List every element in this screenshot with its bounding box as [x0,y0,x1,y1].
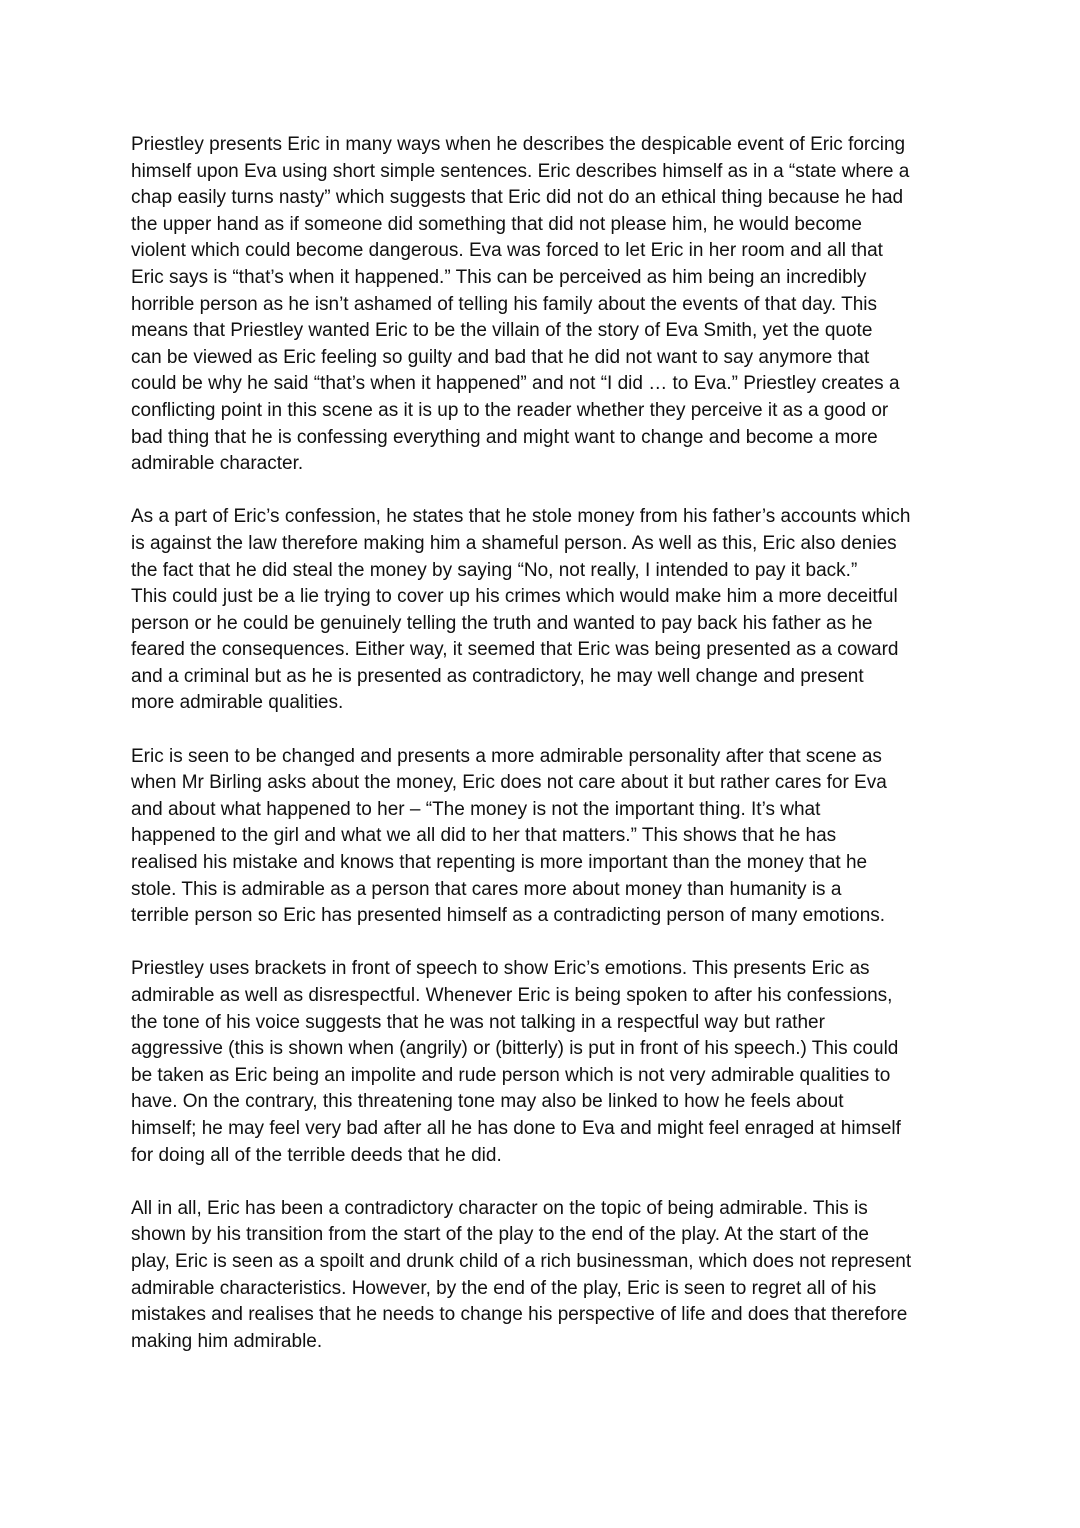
text-line: bad thing that he is confessing everything and might want to change and become a more [131,426,878,448]
text-line: happened to the girl and what we all did to her that matters.” This shows that he has [131,825,837,847]
text-line: is against the law therefore making him a shameful person. As well as this, Eric also denies [131,532,897,554]
text-line: admirable character. [131,453,304,475]
essay-page [131,132,961,1382]
text-line: the upper hand as if someone did something that did not please him, he would become [131,213,862,235]
paragraph-conclusion [131,1196,961,1356]
text-line: chap easily turns nasty” which suggests that Eric did not do an ethical thing because he had [131,187,904,209]
text-line: admirable as well as disrespectful. Whenever Eric is being spoken to after his confessions, [131,985,893,1006]
text-line: realised his mistake and knows that repenting is more important than the money that he [131,852,868,874]
paragraph-change [131,744,961,930]
text-line: stole. This is admirable as a person that cares more about money than humanity is a [131,878,842,900]
text-line: himself upon Eva using short simple sentences. Eric describes himself as in a “state where a [131,160,910,182]
text-line: himself; he may feel very bad after all he has done to Eva and might feel enraged at himself [131,1117,901,1139]
text-line: making him admirable. [131,1330,323,1352]
text-line: Priestley presents Eric in many ways when he describes the despicable event of Eric forcing [131,134,906,155]
text-line: violent which could become dangerous. Eva was forced to let Eric in her room and all that [131,240,883,262]
text-line: All in all, Eric has been a contradictory character on the topic of being admirable. This is [131,1197,868,1219]
paragraph-eva-incident [131,132,961,478]
text-line: shown by his transition from the start of the play to the end of the play. At the start of the [131,1224,869,1246]
text-line: As a part of Eric’s confession, he states that he stole money from his father’s accounts which [131,506,911,528]
text-line: the fact that he did steal the money by saying “No, not really, I intended to pay it back.” [131,559,858,581]
text-line: and about what happened to her – “The money is not the important thing. It’s what [131,798,821,820]
text-line: the tone of his voice suggests that he was not talking in a respectful way but rather [131,1011,825,1033]
text-line: play, Eric is seen as a spoilt and drunk child of a rich businessman, which does not represent [131,1250,912,1272]
text-line: Priestley uses brackets in front of speech to show Eric’s emotions. This presents Eric as [131,958,870,980]
text-line: horrible person as he isn’t ashamed of telling his family about the events of that day. This [131,293,877,315]
paragraph-confession [131,504,961,717]
text-line: Eric says is “that’s when it happened.” This can be perceived as him being an incredibly [131,266,867,288]
text-line: This could just be a lie trying to cover up his crimes which would make him a more deceitful [131,586,898,608]
text-line: can be viewed as Eric feeling so guilty and bad that he did not want to say anymore that [131,346,870,368]
text-line: feared the consequences. Either way, it seemed that Eric was being presented as a coward [131,639,899,661]
text-line: aggressive (this is shown when (angrily) or (bitterly) is put in front of his speech.) This could [131,1038,899,1060]
text-line: be taken as Eric being an impolite and rude person which is not very admirable qualities to [131,1064,891,1086]
text-line: more admirable qualities. [131,692,344,714]
text-line: person or he could be genuinely telling the truth and wanted to pay back his father as he [131,612,873,634]
text-line: admirable characteristics. However, by the end of the play, Eric is seen to regret all of his [131,1277,877,1299]
text-line: mistakes and realises that he needs to change his perspective of life and does that therefore [131,1304,908,1326]
text-line: means that Priestley wanted Eric to be the villain of the story of Eva Smith, yet the quote [131,320,873,342]
text-line: have. On the contrary, this threatening tone may also be linked to how he feels about [131,1091,844,1113]
text-line: conflicting point in this scene as it is up to the reader whether they perceive it as a good or [131,399,889,421]
text-line: terrible person so Eric has presented himself as a contradicting person of many emotions. [131,905,886,927]
paragraph-brackets [131,956,961,1169]
text-line: when Mr Birling asks about the money, Eric does not care about it but rather cares for Eva [131,772,887,794]
text-line: could be why he said “that’s when it happened” and not “I did … to Eva.” Priestley creates a [131,373,900,395]
text-line: and a criminal but as he is presented as contradictory, he may well change and present [131,665,864,687]
text-line: for doing all of the terrible deeds that he did. [131,1144,502,1166]
text-line: Eric is seen to be changed and presents a more admirable personality after that scene as [131,745,882,767]
